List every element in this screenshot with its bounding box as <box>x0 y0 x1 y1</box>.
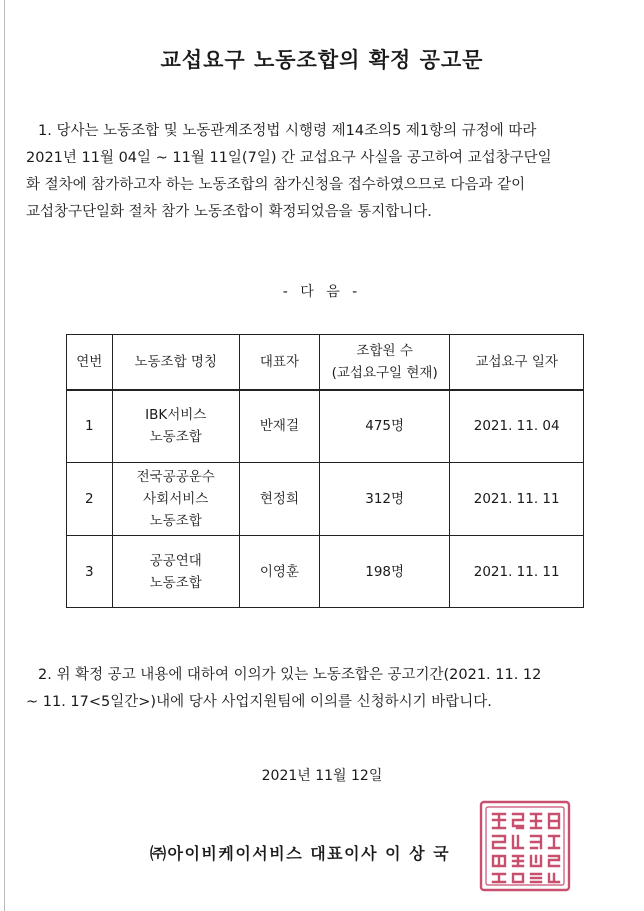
cell-name-line: 노동조합 <box>149 574 202 591</box>
header-name: 노동조합 명칭 <box>112 335 239 390</box>
header-no: 연번 <box>67 335 113 390</box>
company-seal-stamp <box>477 798 573 894</box>
issue-date: 2021년 11월 12일 <box>261 768 383 784</box>
cell-rep: 이영훈 <box>239 536 319 608</box>
cell-name <box>112 390 239 463</box>
cell-name <box>112 463 239 536</box>
paragraph-1-line: 화 절차에 참가하고자 하는 노동조합의 참가신청을 접수하였으므로 다음과 같이 <box>26 177 526 193</box>
cell-name-line: 공공연대 <box>149 552 202 569</box>
paragraph-2-line: ~ 11. 17<5일간>)내에 당사 사업지원팀에 이의를 신청하시기 바랍니다. <box>26 694 492 710</box>
header-count-line: (교섭요구일 현재) <box>331 364 438 381</box>
cell-count: 475명 <box>319 390 449 463</box>
union-table <box>66 334 584 608</box>
cell-rep: 반재걸 <box>239 390 319 463</box>
table-row <box>67 463 584 536</box>
cell-name-line: 노동조합 <box>149 513 202 529</box>
cell-no: 3 <box>67 536 113 608</box>
paragraph-1 <box>26 118 626 226</box>
cell-date: 2021. 11. 04 <box>450 390 584 463</box>
cell-name <box>112 536 239 608</box>
header-count <box>319 335 449 390</box>
paragraph-2-line: 2. 위 확정 공고 내용에 대하여 이의가 있는 노동조합은 공고기간(2021. 11. 12 <box>38 667 542 683</box>
paragraph-1-line: 1. 당사는 노동조합 및 노동관계조정법 시행령 제14조의5 제1항의 규정에 따라 <box>38 123 537 139</box>
cell-rep: 현정희 <box>239 463 319 536</box>
paragraph-2 <box>26 662 626 716</box>
table-row <box>67 536 584 608</box>
cell-name-line: 전국공공운수 <box>136 469 215 485</box>
paragraph-1-line: 교섭창구단일화 절차 참가 노동조합이 확정되었음을 통지합니다. <box>26 204 432 220</box>
header-date: 교섭요구 일자 <box>450 335 584 390</box>
cell-name-line: 노동조합 <box>149 429 202 446</box>
cell-no: 1 <box>67 390 113 463</box>
signer-line: ㈜아이비케이서비스 대표이사 이 상 국 <box>150 844 451 863</box>
table-header-row <box>67 335 584 390</box>
cell-count: 312명 <box>319 463 449 536</box>
section-heading: - 다 음 - <box>282 284 362 300</box>
cell-date: 2021. 11. 11 <box>450 463 584 536</box>
cell-date: 2021. 11. 11 <box>450 536 584 608</box>
table-row <box>67 390 584 463</box>
cell-count: 198명 <box>319 536 449 608</box>
cell-name-line: IBK서비스 <box>145 407 207 424</box>
cell-name-line: 사회서비스 <box>143 491 209 507</box>
cell-no: 2 <box>67 463 113 536</box>
header-rep: 대표자 <box>239 335 319 390</box>
paragraph-1-line: 2021년 11월 04일 ~ 11월 11일(7일) 간 교섭요구 사실을 공고하여 교섭창구단일 <box>26 150 552 166</box>
document-title: 교섭요구 노동조합의 확정 공고문 <box>160 48 484 72</box>
header-count-line: 조합원 수 <box>356 342 413 359</box>
